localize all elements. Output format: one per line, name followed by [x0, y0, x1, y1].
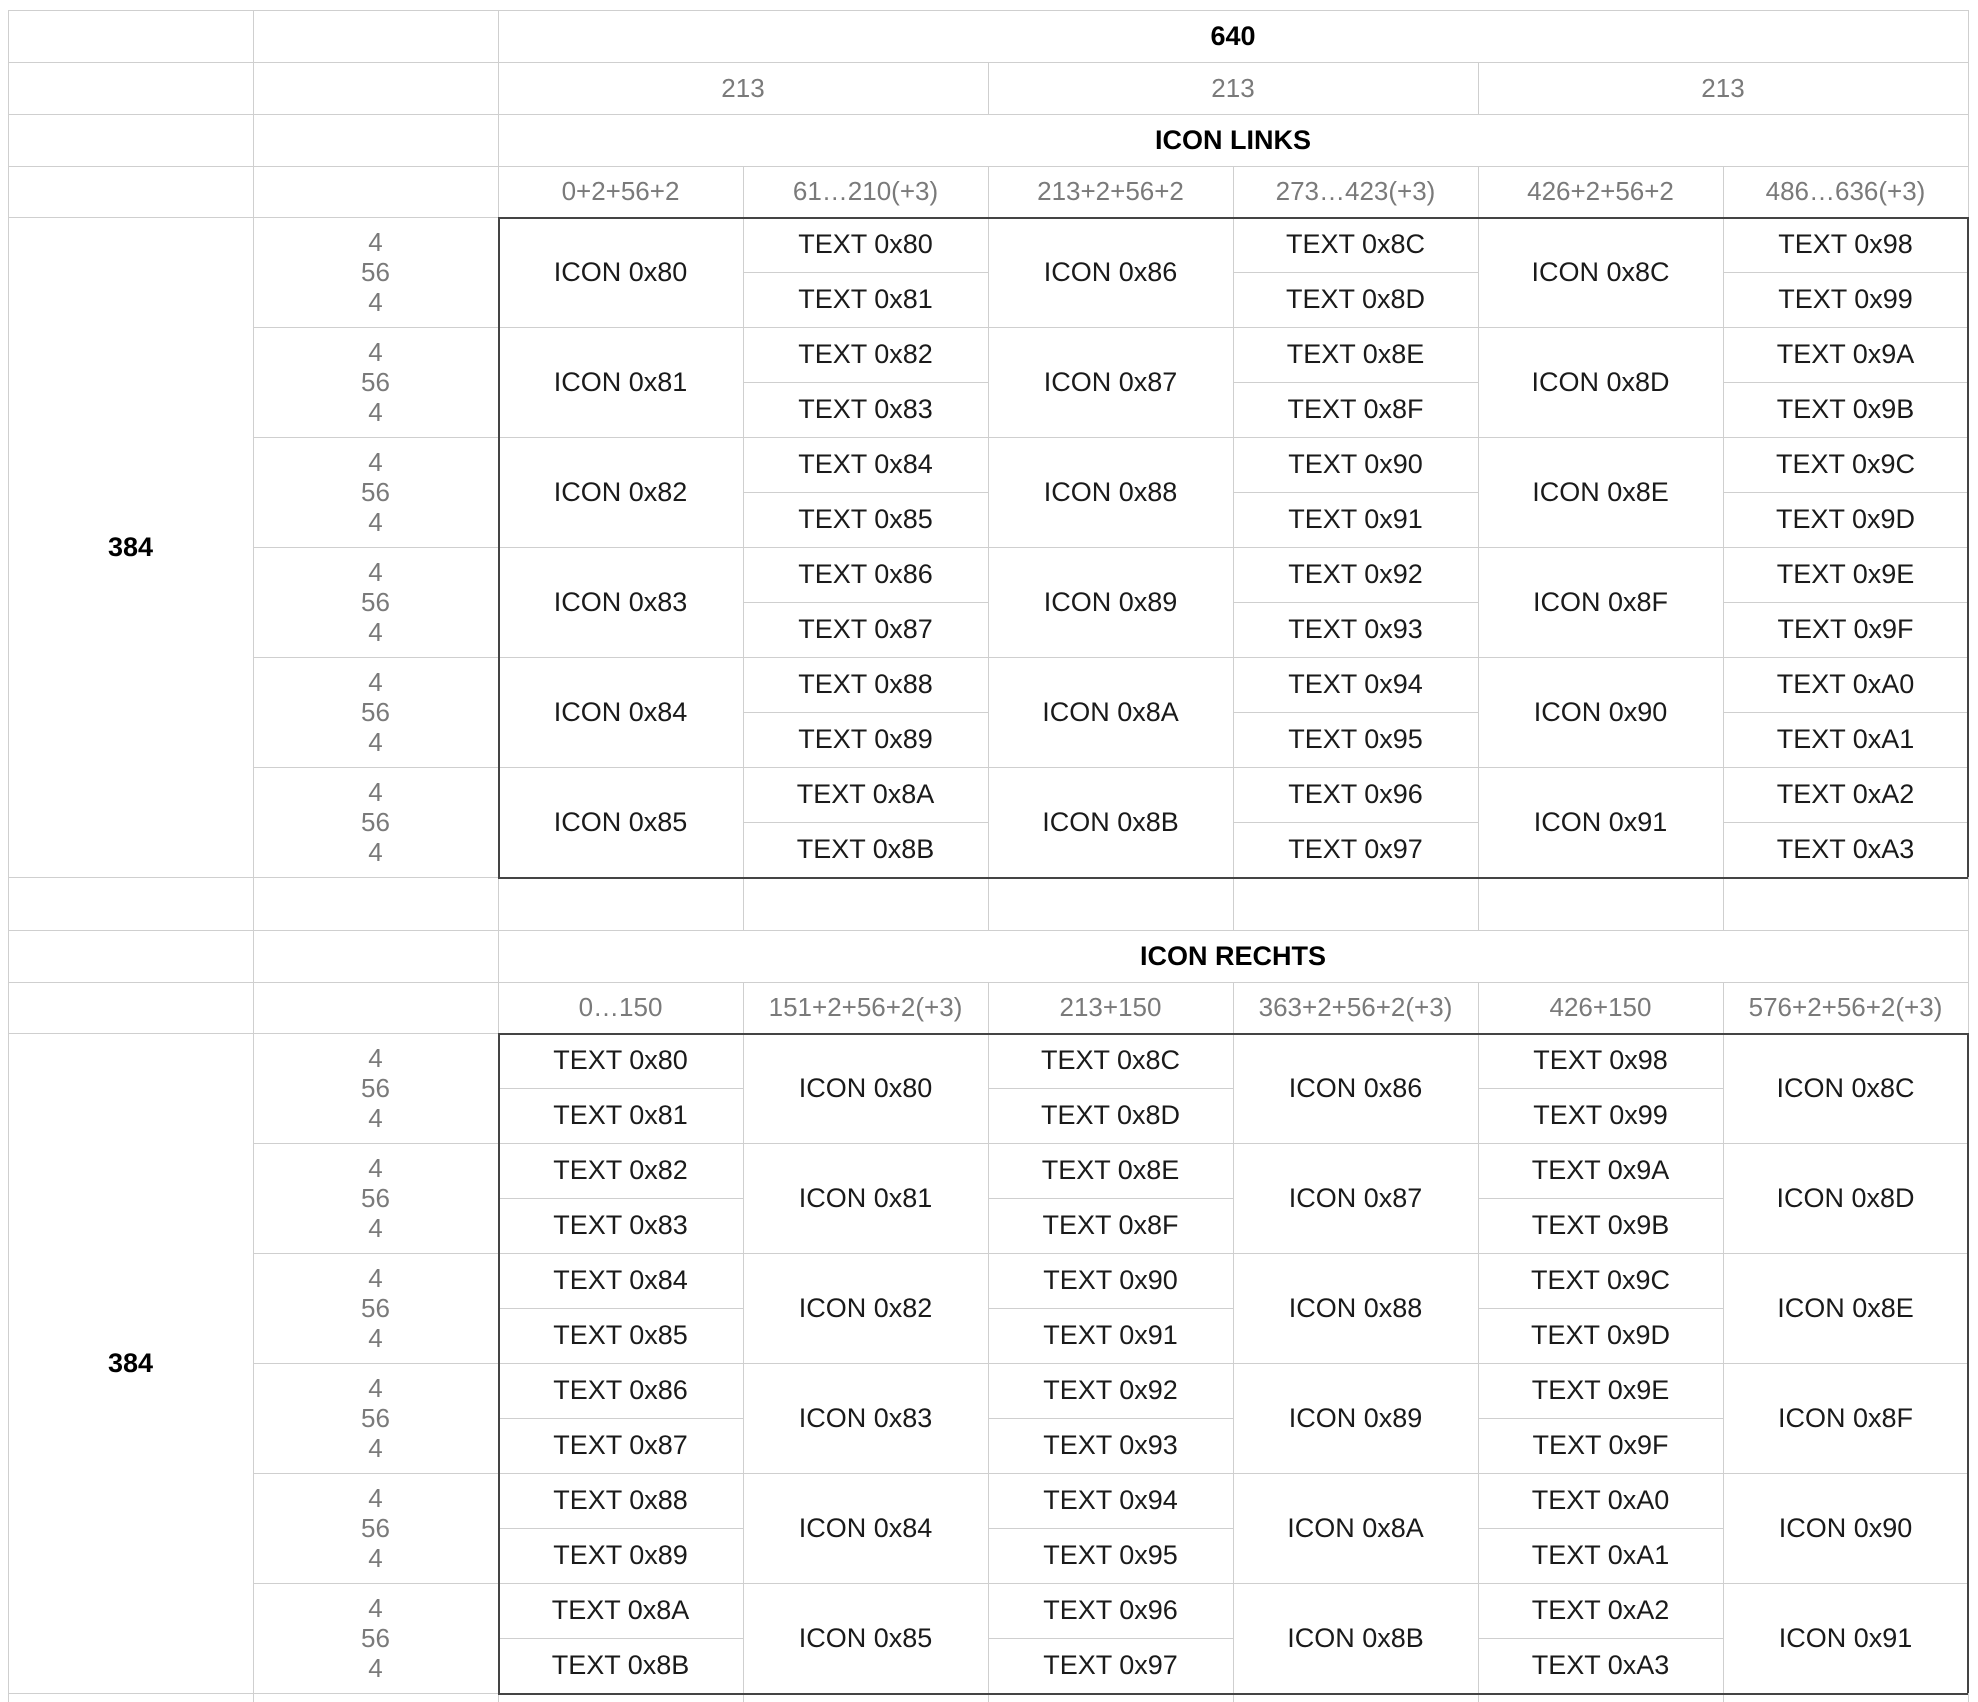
- text-slot-cell: TEXT 0x93: [1288, 614, 1423, 644]
- row-height-part: 4: [368, 837, 383, 867]
- text-slot-cell: TEXT 0x8C: [1040, 1045, 1181, 1075]
- sub-row-divider: [743, 272, 988, 273]
- text-slot-cell: TEXT 0x83: [553, 1210, 688, 1240]
- icon-slot-cell: ICON 0x87: [1288, 1182, 1423, 1213]
- sub-row-divider: [1233, 272, 1478, 273]
- total-width-header: 640: [1210, 20, 1256, 51]
- grid-row-line: [253, 767, 1968, 768]
- row-height-part: 4: [368, 337, 383, 367]
- icon-slot-cell: ICON 0x8A: [1042, 696, 1179, 727]
- row-height-part: 56: [361, 1623, 390, 1653]
- row-height-part: 4: [368, 727, 383, 757]
- section-title-links: ICON LINKS: [1154, 124, 1311, 155]
- text-slot-cell: TEXT 0x92: [1288, 559, 1423, 589]
- grid-col-line: [988, 62, 989, 114]
- sub-row-divider: [988, 1308, 1233, 1309]
- grid-col-line: [253, 10, 254, 1702]
- block-border: [498, 217, 1968, 219]
- icon-slot-cell: ICON 0x83: [553, 586, 688, 617]
- text-slot-cell: TEXT 0x9B: [1776, 394, 1915, 424]
- section-height-label: 384: [107, 1347, 154, 1378]
- grid-row-line: [253, 657, 1968, 658]
- text-slot-cell: TEXT 0xA0: [1776, 669, 1915, 699]
- icon-slot-cell: ICON 0x80: [798, 1072, 933, 1103]
- grid-col-line: [1478, 982, 1479, 1702]
- sub-row-divider: [988, 1638, 1233, 1639]
- grid-col-line: [743, 982, 744, 1702]
- text-slot-cell: TEXT 0x8B: [551, 1650, 690, 1680]
- row-height-part: 4: [368, 1263, 383, 1293]
- sub-row-divider: [1723, 602, 1968, 603]
- text-slot-cell: TEXT 0x8F: [1287, 394, 1424, 424]
- grid-col-line: [988, 166, 989, 930]
- row-height-part: 56: [361, 697, 390, 727]
- sub-row-divider: [1478, 1528, 1723, 1529]
- grid-row-line: [253, 1363, 1968, 1364]
- column-range-label: 0+2+56+2: [561, 176, 680, 206]
- icon-slot-cell: ICON 0x83: [798, 1402, 933, 1433]
- text-slot-cell: TEXT 0x98: [1778, 229, 1913, 259]
- text-slot-cell: TEXT 0x8E: [1041, 1155, 1180, 1185]
- text-slot-cell: TEXT 0x97: [1043, 1650, 1178, 1680]
- sub-row-divider: [743, 822, 988, 823]
- icon-slot-cell: ICON 0x81: [553, 366, 688, 397]
- grid-col-line: [1233, 166, 1234, 930]
- icon-slot-cell: ICON 0x80: [553, 256, 688, 287]
- row-height-part: 56: [361, 1293, 390, 1323]
- row-height-part: 4: [368, 557, 383, 587]
- text-slot-cell: TEXT 0xA3: [1776, 834, 1915, 864]
- row-height-part: 56: [361, 1403, 390, 1433]
- row-height-part: 4: [368, 1373, 383, 1403]
- row-height-part: 4: [368, 447, 383, 477]
- text-slot-cell: TEXT 0x9F: [1777, 614, 1914, 644]
- text-slot-cell: TEXT 0x92: [1043, 1375, 1178, 1405]
- sub-row-divider: [1723, 272, 1968, 273]
- icon-slot-cell: ICON 0x8F: [1777, 1402, 1914, 1433]
- grid-col-line: [1478, 62, 1479, 114]
- text-slot-cell: TEXT 0x94: [1288, 669, 1423, 699]
- row-height-part: 4: [368, 1543, 383, 1573]
- icon-slot-cell: ICON 0x8A: [1287, 1512, 1424, 1543]
- text-slot-cell: TEXT 0x99: [1778, 284, 1913, 314]
- icon-slot-cell: ICON 0x91: [1778, 1622, 1913, 1653]
- text-slot-cell: TEXT 0x83: [798, 394, 933, 424]
- row-height-part: 4: [368, 1103, 383, 1133]
- icon-slot-cell: ICON 0x8B: [1287, 1622, 1424, 1653]
- icon-slot-cell: ICON 0x88: [1288, 1292, 1423, 1323]
- grid-row-line: [8, 930, 1968, 931]
- text-slot-cell: TEXT 0x8C: [1285, 229, 1426, 259]
- text-slot-cell: TEXT 0x91: [1288, 504, 1423, 534]
- row-height-label: [253, 547, 498, 657]
- text-slot-cell: TEXT 0x91: [1043, 1320, 1178, 1350]
- sub-row-divider: [1233, 712, 1478, 713]
- icon-slot-cell: ICON 0x90: [1533, 696, 1668, 727]
- icon-slot-cell: ICON 0x84: [553, 696, 688, 727]
- grid-row-line: [8, 10, 1968, 11]
- text-slot-cell: TEXT 0xA1: [1531, 1540, 1670, 1570]
- column-range-label: 273…423(+3): [1275, 176, 1436, 206]
- text-slot-cell: TEXT 0x8F: [1042, 1210, 1179, 1240]
- row-height-part: 56: [361, 257, 390, 287]
- text-slot-cell: TEXT 0x84: [553, 1265, 688, 1295]
- row-height-part: 4: [368, 397, 383, 427]
- sub-row-divider: [498, 1638, 743, 1639]
- text-slot-cell: TEXT 0x96: [1043, 1595, 1178, 1625]
- grid-col-line: [1723, 166, 1724, 930]
- icon-slot-cell: ICON 0x81: [798, 1182, 933, 1213]
- row-height-part: 56: [361, 1183, 390, 1213]
- row-height-part: 4: [368, 1323, 383, 1353]
- text-slot-cell: TEXT 0x98: [1533, 1045, 1668, 1075]
- sub-row-divider: [1723, 712, 1968, 713]
- row-height-label: [253, 1583, 498, 1693]
- text-slot-cell: TEXT 0x87: [798, 614, 933, 644]
- text-slot-cell: TEXT 0x9A: [1531, 1155, 1670, 1185]
- grid-row-line: [253, 547, 1968, 548]
- sub-row-divider: [1233, 602, 1478, 603]
- row-height-part: 56: [361, 807, 390, 837]
- text-slot-cell: TEXT 0x9C: [1775, 449, 1916, 479]
- column-range-label: 576+2+56+2(+3): [1748, 992, 1943, 1022]
- row-height-label: [253, 437, 498, 547]
- text-slot-cell: TEXT 0x8E: [1286, 339, 1425, 369]
- text-slot-cell: TEXT 0x96: [1288, 779, 1423, 809]
- text-slot-cell: TEXT 0x81: [798, 284, 933, 314]
- text-slot-cell: TEXT 0x85: [798, 504, 933, 534]
- text-slot-cell: TEXT 0x95: [1288, 724, 1423, 754]
- row-height-part: 4: [368, 617, 383, 647]
- column-range-label: 426+150: [1549, 992, 1652, 1022]
- row-height-part: 4: [368, 777, 383, 807]
- text-slot-cell: TEXT 0x94: [1043, 1485, 1178, 1515]
- text-slot-cell: TEXT 0x8A: [551, 1595, 690, 1625]
- text-slot-cell: TEXT 0x9F: [1532, 1430, 1669, 1460]
- sub-row-divider: [498, 1308, 743, 1309]
- row-height-part: 4: [368, 1433, 383, 1463]
- grid-col-line: [1478, 166, 1479, 930]
- text-slot-cell: TEXT 0x8B: [796, 834, 935, 864]
- grid-row-line: [253, 1143, 1968, 1144]
- sub-row-divider: [1478, 1198, 1723, 1199]
- grid-row-line: [253, 1473, 1968, 1474]
- row-height-part: 56: [361, 587, 390, 617]
- column-range-label: 363+2+56+2(+3): [1258, 992, 1453, 1022]
- sub-row-divider: [743, 712, 988, 713]
- icon-slot-cell: ICON 0x82: [798, 1292, 933, 1323]
- row-height-part: 4: [368, 1153, 383, 1183]
- row-height-part: 4: [368, 287, 383, 317]
- icon-slot-cell: ICON 0x91: [1533, 806, 1668, 837]
- block-border: [498, 1693, 1968, 1695]
- row-height-part: 4: [368, 227, 383, 257]
- row-height-label: [253, 657, 498, 767]
- column-range-label: 0…150: [578, 992, 663, 1022]
- text-slot-cell: TEXT 0x9C: [1530, 1265, 1671, 1295]
- section-title-rechts: ICON RECHTS: [1139, 940, 1326, 971]
- grid-col-line: [8, 10, 9, 1702]
- text-slot-cell: TEXT 0x84: [798, 449, 933, 479]
- sub-row-divider: [1233, 382, 1478, 383]
- text-slot-cell: TEXT 0x90: [1043, 1265, 1178, 1295]
- icon-slot-cell: ICON 0x89: [1043, 586, 1178, 617]
- icon-slot-cell: ICON 0x8D: [1776, 1182, 1915, 1213]
- text-slot-cell: TEXT 0x88: [798, 669, 933, 699]
- text-slot-cell: TEXT 0xA2: [1531, 1595, 1670, 1625]
- text-slot-cell: TEXT 0x9D: [1530, 1320, 1671, 1350]
- text-slot-cell: TEXT 0xA3: [1531, 1650, 1670, 1680]
- text-slot-cell: TEXT 0x88: [553, 1485, 688, 1515]
- row-height-label: [253, 1033, 498, 1143]
- block-border: [498, 217, 500, 877]
- icon-slot-cell: ICON 0x8C: [1776, 1072, 1915, 1103]
- row-height-part: 56: [361, 477, 390, 507]
- icon-slot-cell: ICON 0x85: [553, 806, 688, 837]
- sub-row-divider: [1723, 382, 1968, 383]
- grid-col-line: [1233, 982, 1234, 1702]
- row-height-part: 56: [361, 1073, 390, 1103]
- row-height-part: 56: [361, 1513, 390, 1543]
- icon-slot-cell: ICON 0x82: [553, 476, 688, 507]
- text-slot-cell: TEXT 0x99: [1533, 1100, 1668, 1130]
- icon-slot-cell: ICON 0x90: [1778, 1512, 1913, 1543]
- block-border: [498, 1033, 500, 1693]
- row-height-label: [253, 327, 498, 437]
- row-height-label: [253, 767, 498, 877]
- column-range-label: 486…636(+3): [1765, 176, 1926, 206]
- sub-row-divider: [988, 1088, 1233, 1089]
- grid-row-line: [253, 1583, 1968, 1584]
- icon-slot-cell: ICON 0x8C: [1531, 256, 1670, 287]
- row-height-label: [253, 1253, 498, 1363]
- block-border: [498, 1033, 1968, 1035]
- row-height-part: 4: [368, 1213, 383, 1243]
- text-slot-cell: TEXT 0x85: [553, 1320, 688, 1350]
- sub-row-divider: [498, 1088, 743, 1089]
- row-height-label: [253, 1473, 498, 1583]
- sub-row-divider: [1233, 492, 1478, 493]
- row-height-label: [253, 1143, 498, 1253]
- column-range-label: 61…210(+3): [792, 176, 939, 206]
- sub-row-divider: [498, 1198, 743, 1199]
- text-slot-cell: TEXT 0x93: [1043, 1430, 1178, 1460]
- text-slot-cell: TEXT 0xA1: [1776, 724, 1915, 754]
- sub-row-divider: [743, 492, 988, 493]
- text-slot-cell: TEXT 0x86: [553, 1375, 688, 1405]
- row-height-label: [253, 1363, 498, 1473]
- sub-row-divider: [743, 602, 988, 603]
- sub-row-divider: [1478, 1638, 1723, 1639]
- sub-row-divider: [1478, 1308, 1723, 1309]
- icon-slot-cell: ICON 0x8D: [1531, 366, 1670, 397]
- text-slot-cell: TEXT 0x8D: [1040, 1100, 1181, 1130]
- icon-slot-cell: ICON 0x8F: [1532, 586, 1669, 617]
- icon-slot-cell: ICON 0x8B: [1042, 806, 1179, 837]
- icon-slot-cell: ICON 0x85: [798, 1622, 933, 1653]
- third-width-label: 213: [1211, 72, 1255, 103]
- text-slot-cell: TEXT 0x89: [798, 724, 933, 754]
- block-border: [498, 877, 1968, 879]
- text-slot-cell: TEXT 0x8A: [796, 779, 935, 809]
- text-slot-cell: TEXT 0x97: [1288, 834, 1423, 864]
- grid-row-line: [253, 327, 1968, 328]
- text-slot-cell: TEXT 0x90: [1288, 449, 1423, 479]
- sub-row-divider: [1478, 1418, 1723, 1419]
- row-height-part: 4: [368, 1653, 383, 1683]
- sub-row-divider: [498, 1528, 743, 1529]
- text-slot-cell: TEXT 0xA2: [1776, 779, 1915, 809]
- sub-row-divider: [743, 382, 988, 383]
- text-slot-cell: TEXT 0x87: [553, 1430, 688, 1460]
- text-slot-cell: TEXT 0x89: [553, 1540, 688, 1570]
- icon-slot-cell: ICON 0x84: [798, 1512, 933, 1543]
- sub-row-divider: [1723, 822, 1968, 823]
- grid-col-line: [743, 166, 744, 930]
- sub-row-divider: [988, 1198, 1233, 1199]
- sub-row-divider: [498, 1418, 743, 1419]
- sub-row-divider: [988, 1528, 1233, 1529]
- block-border: [1967, 217, 1969, 877]
- sub-row-divider: [988, 1418, 1233, 1419]
- text-slot-cell: TEXT 0x9A: [1776, 339, 1915, 369]
- sub-row-divider: [1233, 822, 1478, 823]
- row-height-part: 4: [368, 1593, 383, 1623]
- row-height-part: 4: [368, 667, 383, 697]
- section-height-label: 384: [107, 531, 154, 562]
- icon-slot-cell: ICON 0x86: [1043, 256, 1178, 287]
- block-border: [1967, 1033, 1969, 1693]
- grid-col-line: [1723, 982, 1724, 1702]
- sub-row-divider: [1723, 492, 1968, 493]
- icon-slot-cell: ICON 0x89: [1288, 1402, 1423, 1433]
- row-height-part: 4: [368, 1043, 383, 1073]
- text-slot-cell: TEXT 0x9E: [1776, 559, 1915, 589]
- text-slot-cell: TEXT 0x9E: [1531, 1375, 1670, 1405]
- grid-col-line: [988, 982, 989, 1702]
- text-slot-cell: TEXT 0x82: [553, 1155, 688, 1185]
- text-slot-cell: TEXT 0x95: [1043, 1540, 1178, 1570]
- icon-slot-cell: ICON 0x86: [1288, 1072, 1423, 1103]
- sub-row-divider: [1478, 1088, 1723, 1089]
- column-range-label: 213+2+56+2: [1037, 176, 1184, 206]
- text-slot-cell: TEXT 0x86: [798, 559, 933, 589]
- text-slot-cell: TEXT 0x82: [798, 339, 933, 369]
- icon-slot-cell: ICON 0x88: [1043, 476, 1178, 507]
- text-slot-cell: TEXT 0x80: [798, 229, 933, 259]
- text-slot-cell: TEXT 0x80: [553, 1045, 688, 1075]
- text-slot-cell: TEXT 0x81: [553, 1100, 688, 1130]
- grid-row-line: [253, 437, 1968, 438]
- grid-row-line: [8, 114, 1968, 115]
- grid-row-line: [253, 1253, 1968, 1254]
- third-width-label: 213: [721, 72, 765, 103]
- row-height-part: 56: [361, 367, 390, 397]
- text-slot-cell: TEXT 0xA0: [1531, 1485, 1670, 1515]
- third-width-label: 213: [1701, 72, 1745, 103]
- column-range-label: 151+2+56+2(+3): [768, 992, 963, 1022]
- icon-slot-cell: ICON 0x8E: [1532, 476, 1669, 507]
- icon-slot-cell: ICON 0x87: [1043, 366, 1178, 397]
- text-slot-cell: TEXT 0x8D: [1285, 284, 1426, 314]
- text-slot-cell: TEXT 0x9D: [1775, 504, 1916, 534]
- text-slot-cell: TEXT 0x9B: [1531, 1210, 1670, 1240]
- row-height-label: [253, 217, 498, 327]
- column-range-label: 213+150: [1059, 992, 1162, 1022]
- column-range-label: 426+2+56+2: [1527, 176, 1674, 206]
- icon-slot-cell: ICON 0x8E: [1777, 1292, 1914, 1323]
- row-height-part: 4: [368, 507, 383, 537]
- row-height-part: 4: [368, 1483, 383, 1513]
